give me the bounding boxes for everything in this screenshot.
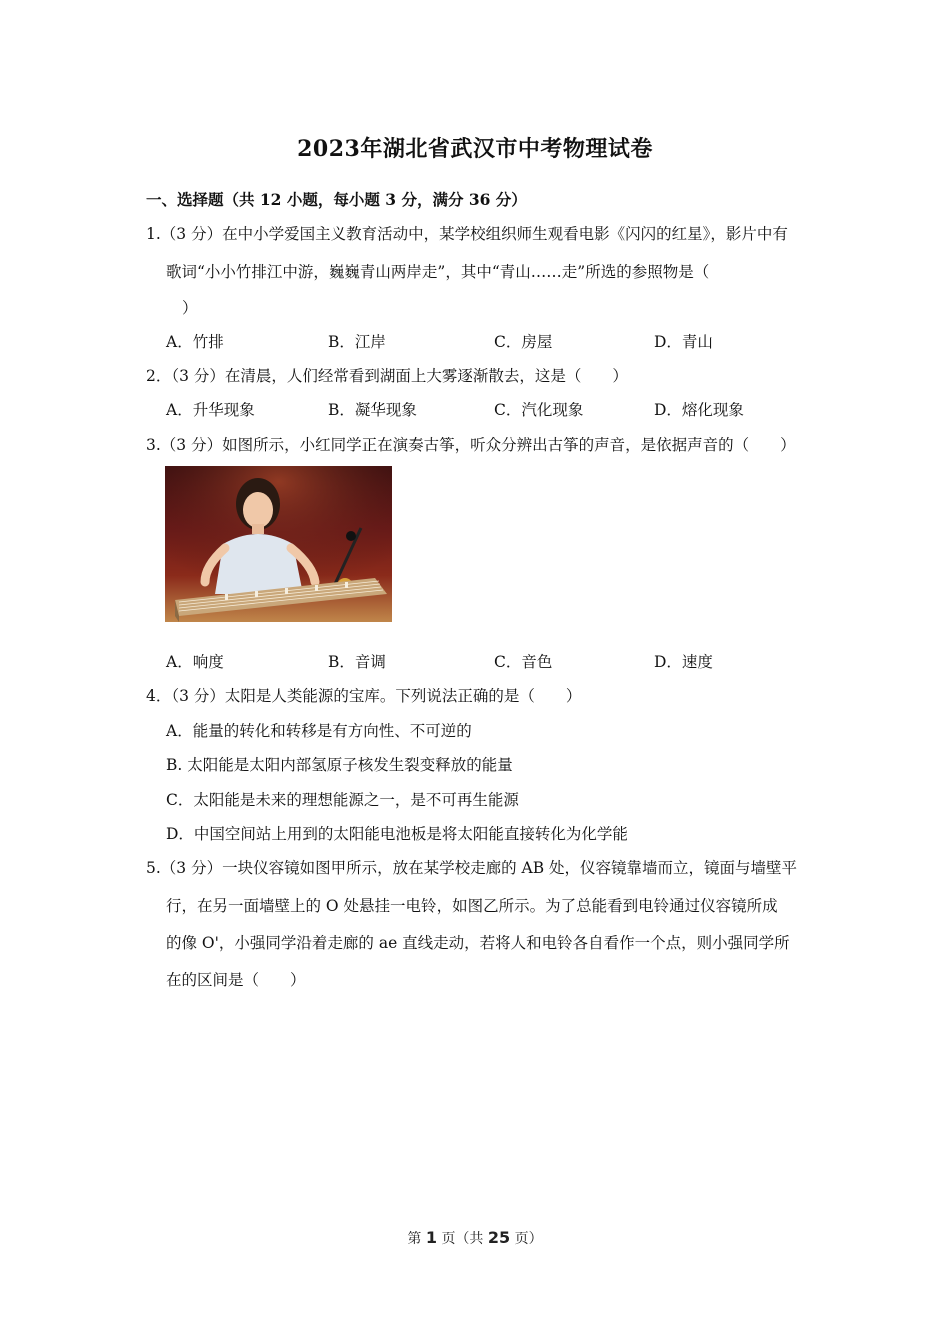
footer-middle: 页（共: [441, 1231, 484, 1247]
q4-line-1: 4．（3 分）太阳是人类能源的宝库。下列说法正确的是（ ）: [146, 687, 582, 705]
q1-option-c[interactable]: C．房屋: [494, 333, 553, 351]
q1-option-d[interactable]: D．青山: [654, 333, 713, 351]
q5-line-3: 的像 O'，小强同学沿着走廊的 ae 直线走动，若将人和电铃各自看作一个点，则小强同学所: [166, 934, 790, 952]
q4-option-c[interactable]: C．太阳能是未来的理想能源之一，是不可再生能源: [166, 791, 519, 809]
q1-option-b[interactable]: B．江岸: [328, 333, 386, 351]
q2-option-c[interactable]: C．汽化现象: [494, 401, 584, 419]
q5-line-2: 行，在另一面墙壁上的 O 处悬挂一电铃，如图乙所示。为了总能看到电铃通过仪容镜所成: [166, 897, 778, 915]
q3-option-d[interactable]: D．速度: [654, 653, 713, 671]
q3-line-1: 3.（3 分）如图所示，小红同学正在演奏古筝，听众分辨出古筝的声音，是依据声音的（ ）: [146, 436, 796, 454]
q3-option-c[interactable]: C．音色: [494, 653, 553, 671]
q1-line-2: 歌词“小小竹排江中游，巍巍青山两岸走”，其中“青山……走”所选的参照物是（: [166, 263, 710, 281]
section-heading: 一、选择题（共 12 小题，每小题 3 分，满分 36 分）: [146, 190, 527, 209]
q3-option-b[interactable]: B．音调: [328, 653, 386, 671]
q2-option-b[interactable]: B．凝华现象: [328, 401, 417, 419]
guzheng-player-photo: [165, 466, 392, 622]
q2-line-1: 2．（3 分）在清晨，人们经常看到湖面上大雾逐渐散去，这是（ ）: [146, 367, 628, 385]
footer-suffix: 页）: [514, 1231, 543, 1247]
footer-prefix: 第: [407, 1231, 422, 1247]
q2-option-a[interactable]: A．升华现象: [166, 401, 255, 419]
q4-option-b[interactable]: B. 太阳能是太阳内部氢原子核发生裂变释放的能量: [166, 756, 513, 774]
q4-option-a[interactable]: A．能量的转化和转移是有方向性、不可逆的: [166, 722, 472, 740]
q3-option-a[interactable]: A．响度: [166, 653, 224, 671]
footer-total-pages: 25: [487, 1228, 511, 1247]
footer-page-number: 1: [425, 1228, 437, 1247]
guzheng-illustration: [165, 466, 392, 622]
q1-line-3: ）: [182, 299, 198, 317]
q5-line-4: 在的区间是（ ）: [166, 971, 306, 989]
q5-line-1: 5.（3 分）一块仪容镜如图甲所示，放在某学校走廊的 AB 处，仪容镜靠墙而立，镜面与墙壁平: [146, 859, 798, 877]
page-footer: [0, 1228, 950, 1248]
q2-option-d[interactable]: D．熔化现象: [654, 401, 744, 419]
q1-option-a[interactable]: A．竹排: [166, 333, 224, 351]
q1-line-1: 1.（3 分）在中小学爱国主义教育活动中，某学校组织师生观看电影《闪闪的红星》，影片中有: [146, 225, 788, 243]
q4-option-d[interactable]: D．中国空间站上用到的太阳能电池板是将太阳能直接转化为化学能: [166, 825, 628, 843]
page-title: 2023年湖北省武汉市中考物理试卷: [297, 136, 653, 162]
